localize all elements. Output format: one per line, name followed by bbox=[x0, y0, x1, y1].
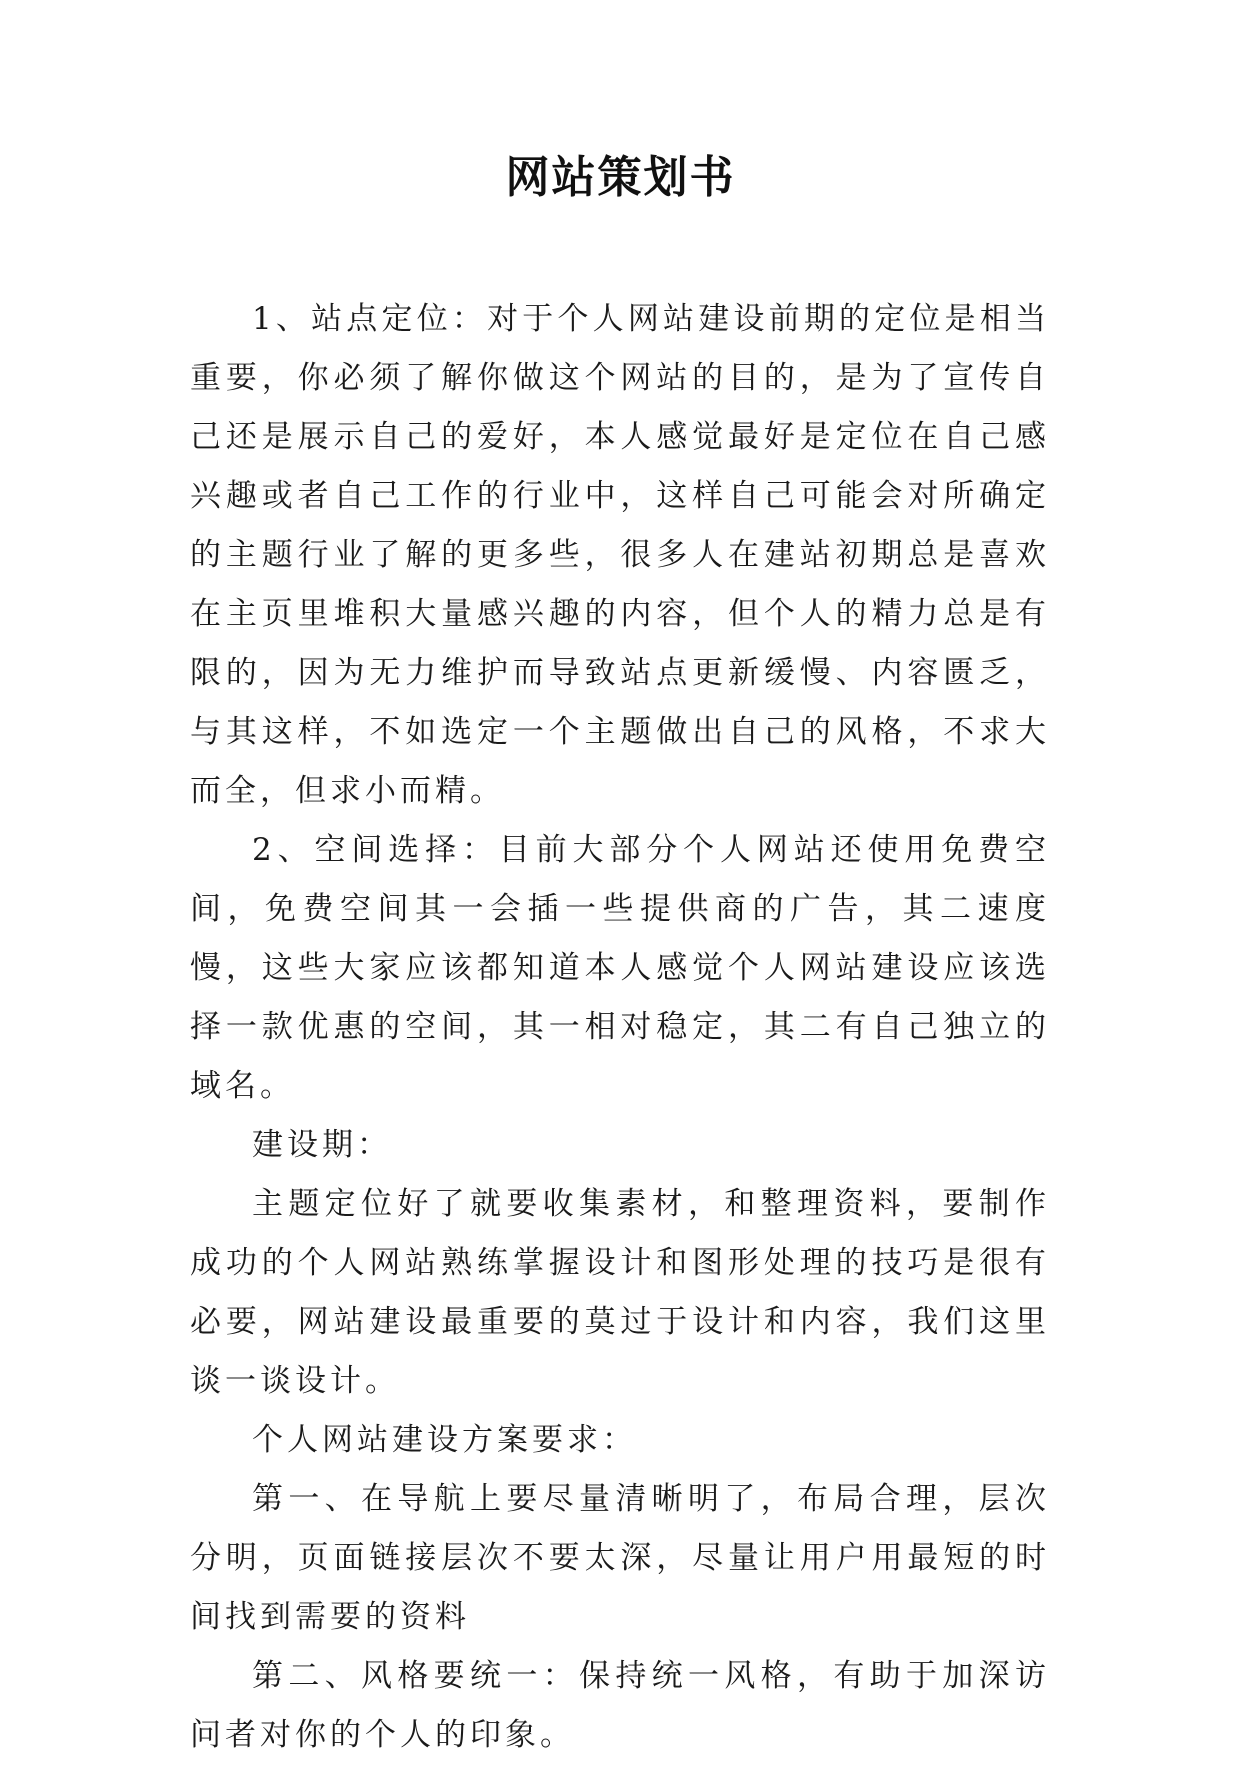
paragraph-space-selection: 2、空间选择：目前大部分个人网站还使用免费空间，免费空间其一会插一些提供商的广告，其二速度慢，这些大家应该都知道本人感觉个人网站建设应该选择一款优惠的空间，其一相对稳定，其二有自己独立的域名。 bbox=[190, 832, 1050, 1104]
paragraph-theme-material: 主题定位好了就要收集素材，和整理资料，要制作成功的个人网站熟练掌握设计和图形处理的技巧是很有必要，网站建设最重要的莫过于设计和内容，我们这里谈一谈设计。 bbox=[190, 1186, 1050, 1399]
paragraph-construction-period: 建设期： bbox=[252, 1127, 392, 1163]
paragraph-site-positioning: 1、站点定位：对于个人网站建设前期的定位是相当重要，你必须了解你做这个网站的目的，是为了宣传自己还是展示自己的爱好，本人感觉最好是定位在自己感兴趣或者自己工作的行业中，这样自己可能会对所确定的主题行业了解的更多些，很多人在建站初期总是喜欢在主页里堆积大量感兴趣的内容，但个人的精力总是有限的，因为无力维护而导致站点更新缓慢、内容匮乏，与其这样，不如选定一个主题做出自己的风格，不求大而全，但求小而精。 bbox=[190, 301, 1050, 809]
paragraph-unified-style: 第二、风格要统一：保持统一风格，有助于加深访问者对你的个人的印象。 bbox=[190, 1658, 1050, 1753]
document-title: 网站策划书 bbox=[505, 152, 736, 203]
paragraph-navigation: 第一、在导航上要尽量清晰明了，布局合理，层次分明，页面链接层次不要太深，尽量让用户用最短的时间找到需要的资料 bbox=[190, 1481, 1050, 1635]
document-body bbox=[190, 290, 1050, 1765]
paragraph-requirements-heading: 个人网站建设方案要求： bbox=[252, 1422, 637, 1458]
